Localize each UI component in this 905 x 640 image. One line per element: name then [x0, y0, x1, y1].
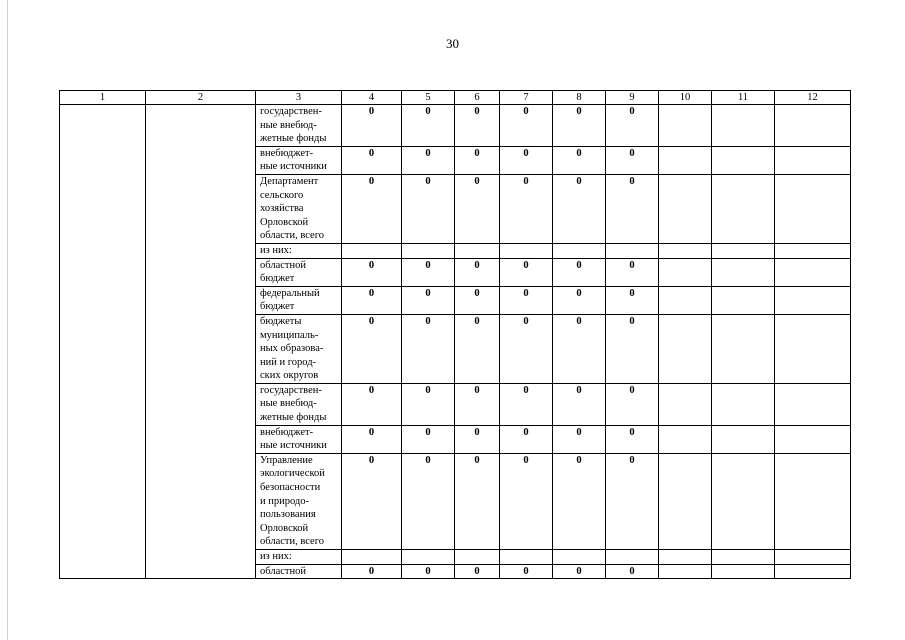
value-cell — [455, 550, 500, 565]
value-cell: 0 — [500, 286, 553, 314]
row-label-line: областной — [260, 565, 306, 577]
value-cell: 0 — [342, 383, 402, 425]
value-cell: 0 — [455, 383, 500, 425]
row-label-line: федеральный — [260, 287, 320, 299]
value-cell: 0 — [553, 258, 606, 286]
row-label-cell — [256, 383, 342, 425]
column-2-cell — [146, 105, 256, 579]
empty-cell — [775, 146, 851, 174]
row-label-line: бюджет — [260, 273, 295, 285]
value-cell: 0 — [500, 453, 553, 549]
empty-cell — [712, 258, 775, 286]
value-cell — [553, 550, 606, 565]
row-label-cell — [256, 564, 342, 579]
column-1-cell — [60, 105, 146, 579]
value-cell — [553, 243, 606, 258]
scan-margin-line — [7, 0, 8, 640]
column-number: 10 — [659, 91, 712, 105]
row-label-line: области, всего — [260, 536, 324, 548]
column-number: 5 — [402, 91, 455, 105]
row-label-line: жетные фонды — [260, 133, 327, 145]
empty-cell — [775, 258, 851, 286]
empty-cell — [775, 314, 851, 383]
value-cell: 0 — [455, 286, 500, 314]
value-cell: 0 — [342, 258, 402, 286]
budget-table — [59, 90, 851, 579]
value-cell: 0 — [500, 564, 553, 579]
value-cell — [455, 243, 500, 258]
value-cell: 0 — [553, 105, 606, 147]
row-label-line: Орловской — [260, 216, 309, 228]
row-label-line: областной — [260, 259, 306, 271]
value-cell: 0 — [342, 286, 402, 314]
empty-cell — [712, 105, 775, 147]
empty-cell — [712, 314, 775, 383]
value-cell: 0 — [342, 174, 402, 243]
row-label-line: и природо- — [260, 495, 310, 507]
empty-cell — [659, 146, 712, 174]
row-label-cell — [256, 286, 342, 314]
value-cell: 0 — [402, 453, 455, 549]
row-label-line: бюджеты — [260, 315, 302, 327]
value-cell: 0 — [606, 453, 659, 549]
value-cell: 0 — [342, 453, 402, 549]
column-number: 12 — [775, 91, 851, 105]
value-cell: 0 — [500, 105, 553, 147]
empty-cell — [775, 425, 851, 453]
table-body — [60, 91, 851, 579]
row-label-line: государствен- — [260, 384, 322, 396]
empty-cell — [659, 314, 712, 383]
value-cell: 0 — [553, 453, 606, 549]
empty-cell — [712, 286, 775, 314]
page-number: 30 — [446, 36, 459, 51]
empty-cell — [712, 174, 775, 243]
value-cell — [606, 550, 659, 565]
value-cell: 0 — [455, 564, 500, 579]
value-cell: 0 — [342, 314, 402, 383]
row-label-cell — [256, 258, 342, 286]
value-cell: 0 — [342, 105, 402, 147]
row-label-line: бюджет — [260, 301, 295, 313]
row-label-line: пользования — [260, 509, 316, 521]
value-cell: 0 — [455, 146, 500, 174]
column-number: 6 — [455, 91, 500, 105]
row-label-line: из них: — [260, 244, 292, 256]
row-label-line: жетные фонды — [260, 412, 327, 424]
value-cell: 0 — [402, 286, 455, 314]
column-number: 7 — [500, 91, 553, 105]
row-label-cell — [256, 453, 342, 549]
empty-cell — [659, 286, 712, 314]
empty-cell — [659, 453, 712, 549]
value-cell — [342, 243, 402, 258]
row-label-line: экологической — [260, 468, 325, 480]
empty-cell — [775, 174, 851, 243]
column-number: 1 — [60, 91, 146, 105]
value-cell: 0 — [606, 564, 659, 579]
row-label-line: области, всего — [260, 230, 324, 242]
row-label-line: государствен- — [260, 106, 322, 117]
value-cell: 0 — [402, 314, 455, 383]
row-label-cell — [256, 425, 342, 453]
empty-cell — [659, 174, 712, 243]
row-label-line: внебюджет- — [260, 147, 314, 159]
row-label-cell — [256, 174, 342, 243]
empty-cell — [775, 286, 851, 314]
row-label-line: муниципаль- — [260, 329, 319, 341]
value-cell — [606, 243, 659, 258]
value-cell: 0 — [553, 425, 606, 453]
value-cell: 0 — [606, 383, 659, 425]
value-cell: 0 — [342, 146, 402, 174]
value-cell — [402, 243, 455, 258]
row-label-line: внебюджет- — [260, 426, 314, 438]
value-cell: 0 — [553, 564, 606, 579]
empty-cell — [659, 258, 712, 286]
value-cell: 0 — [500, 314, 553, 383]
empty-cell — [712, 425, 775, 453]
row-label-line: ских округов — [260, 370, 319, 382]
empty-cell — [775, 383, 851, 425]
value-cell: 0 — [500, 174, 553, 243]
row-label-line: ные внебюд- — [260, 119, 317, 131]
row-label-cell — [256, 105, 342, 147]
value-cell: 0 — [455, 314, 500, 383]
column-number: 2 — [146, 91, 256, 105]
empty-cell — [659, 564, 712, 579]
row-label-line: Департамент — [260, 175, 319, 187]
row-label-line: хозяйства — [260, 203, 304, 215]
empty-cell — [775, 564, 851, 579]
value-cell: 0 — [606, 146, 659, 174]
empty-cell — [659, 425, 712, 453]
row-label-line: сельского — [260, 189, 304, 201]
table-row — [60, 105, 851, 147]
value-cell: 0 — [500, 425, 553, 453]
value-cell: 0 — [606, 314, 659, 383]
value-cell: 0 — [606, 258, 659, 286]
column-number: 4 — [342, 91, 402, 105]
column-number: 3 — [256, 91, 342, 105]
column-number: 9 — [606, 91, 659, 105]
value-cell: 0 — [606, 286, 659, 314]
row-label-line: ные источники — [260, 440, 327, 452]
value-cell: 0 — [402, 383, 455, 425]
value-cell: 0 — [402, 146, 455, 174]
value-cell: 0 — [402, 564, 455, 579]
empty-cell — [712, 453, 775, 549]
empty-cell — [775, 453, 851, 549]
value-cell: 0 — [402, 258, 455, 286]
row-label-cell — [256, 314, 342, 383]
value-cell: 0 — [606, 174, 659, 243]
row-label-line: ные внебюд- — [260, 398, 317, 410]
value-cell: 0 — [553, 174, 606, 243]
value-cell: 0 — [606, 425, 659, 453]
value-cell: 0 — [455, 258, 500, 286]
value-cell: 0 — [402, 105, 455, 147]
value-cell: 0 — [500, 383, 553, 425]
column-number: 11 — [712, 91, 775, 105]
row-label-line: ные источники — [260, 161, 327, 173]
value-cell: 0 — [606, 105, 659, 147]
row-label-cell — [256, 243, 342, 258]
value-cell: 0 — [553, 314, 606, 383]
empty-cell — [659, 105, 712, 147]
value-cell: 0 — [553, 383, 606, 425]
value-cell: 0 — [500, 258, 553, 286]
row-label-line: ний и город- — [260, 356, 317, 368]
empty-cell — [659, 550, 712, 565]
row-label-line: Орловской — [260, 522, 309, 534]
value-cell: 0 — [455, 453, 500, 549]
empty-cell — [712, 383, 775, 425]
empty-cell — [775, 105, 851, 147]
empty-cell — [712, 243, 775, 258]
value-cell — [500, 550, 553, 565]
empty-cell — [712, 550, 775, 565]
empty-cell — [712, 564, 775, 579]
value-cell: 0 — [402, 174, 455, 243]
value-cell — [342, 550, 402, 565]
value-cell: 0 — [455, 425, 500, 453]
value-cell: 0 — [402, 425, 455, 453]
column-number: 8 — [553, 91, 606, 105]
empty-cell — [712, 146, 775, 174]
empty-cell — [775, 550, 851, 565]
empty-cell — [775, 243, 851, 258]
value-cell: 0 — [500, 146, 553, 174]
value-cell: 0 — [342, 425, 402, 453]
row-label-line: Управление — [260, 454, 313, 466]
value-cell: 0 — [455, 105, 500, 147]
value-cell — [500, 243, 553, 258]
empty-cell — [659, 243, 712, 258]
value-cell: 0 — [553, 286, 606, 314]
row-label-cell — [256, 550, 342, 565]
value-cell: 0 — [342, 564, 402, 579]
value-cell: 0 — [455, 174, 500, 243]
column-number-row — [60, 91, 851, 105]
row-label-cell — [256, 146, 342, 174]
row-label-line: безопасности — [260, 482, 321, 494]
empty-cell — [659, 383, 712, 425]
row-label-line: из них: — [260, 551, 292, 562]
value-cell: 0 — [553, 146, 606, 174]
row-label-line: ных образова- — [260, 343, 324, 355]
value-cell — [402, 550, 455, 565]
